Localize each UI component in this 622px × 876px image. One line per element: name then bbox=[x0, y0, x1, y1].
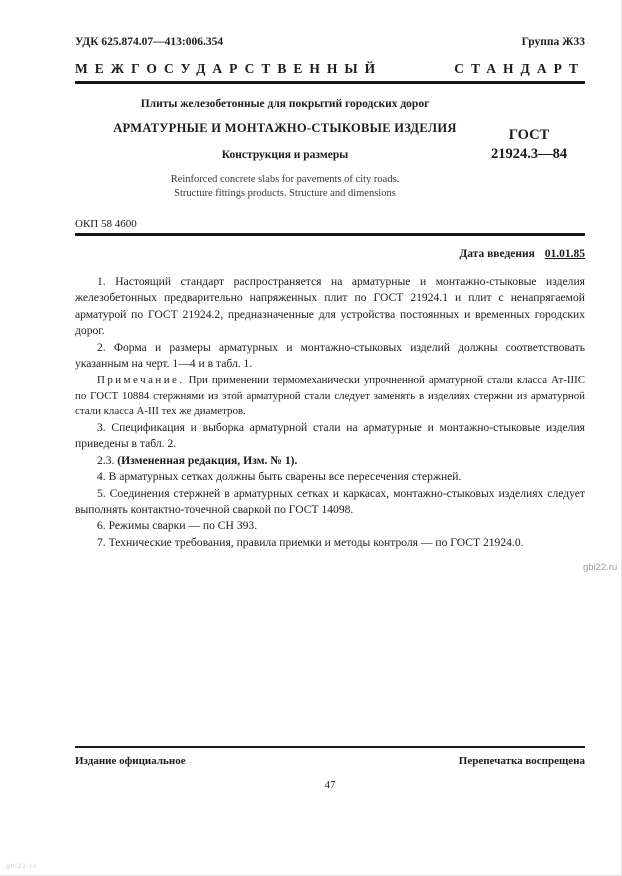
page-content bbox=[75, 0, 585, 551]
date-label: Дата введения bbox=[459, 248, 535, 260]
gost-number: 21924.3—84 bbox=[490, 146, 568, 162]
note-label: Примечание. bbox=[97, 374, 185, 387]
paragraph-2-3-number: 2.3. bbox=[97, 453, 118, 467]
title-block bbox=[75, 98, 585, 201]
paragraph-4: 4. В арматурных сетках должны быть сварены все пересечения стержней. bbox=[97, 470, 462, 484]
paragraph-1: 1. Настоящий стандарт распространяется на арматурные и монтажно-стыковые изделия железобетонных предварительно напряженных плит по ГОСТ 21924.1 и плит с ненапрягаемой арматурой по ГОСТ 21924.2, предназначенные для устройства постоянных и временных городских дорог. bbox=[75, 275, 585, 338]
okp-rule bbox=[75, 233, 585, 236]
note-paragraph bbox=[75, 373, 585, 419]
group-code: Группа Ж33 bbox=[521, 36, 585, 48]
title-english-line1: Reinforced concrete slabs for pavements of city roads. bbox=[170, 174, 400, 185]
paragraph-7: 7. Технические требования, правила приемки и методы контроля — по ГОСТ 21924.0. bbox=[97, 535, 524, 549]
okp-code: ОКП 58 4600 bbox=[75, 218, 137, 230]
note-text: При применении термомеханически упрочненной арматурной стали класса Ат-IIIС по ГОСТ 10884 стержнями из этой арматурной стали следует заменять в изделиях стержни из арматурной стали класса А-III тех же диаметров. bbox=[75, 374, 585, 417]
standard-kind-heading bbox=[75, 61, 585, 77]
edition-note: Издание официальное bbox=[75, 755, 186, 767]
site-watermark: gbi22.ru bbox=[583, 562, 618, 573]
page-footer bbox=[75, 746, 585, 791]
gost-designation bbox=[473, 126, 585, 164]
gost-label: ГОСТ bbox=[508, 127, 550, 143]
reprint-note: Перепечатка воспрещена bbox=[458, 755, 585, 767]
standard-kind-word-1: МЕЖГОСУДАРСТВЕННЫЙ bbox=[75, 61, 383, 76]
body-text bbox=[75, 274, 585, 551]
paragraph-2: 2. Форма и размеры арматурных и монтажно-стыковых изделий должны соответствовать указанным на черт. 1—4 и в табл. 1. bbox=[75, 340, 585, 371]
document-title: АРМАТУРНЫЕ И МОНТАЖНО-СТЫКОВЫЕ ИЗДЕЛИЯ bbox=[113, 121, 457, 135]
top-reference-line bbox=[75, 36, 585, 48]
title-column bbox=[75, 98, 495, 201]
footer-row bbox=[75, 755, 585, 767]
paragraph-5: 5. Соединения стержней в арматурных сетках и каркасах, монтажно-стыковых изделиях следует выполнять контактно-точечной сваркой по ГОСТ 14098. bbox=[75, 486, 585, 517]
title-english-line2: Structure fittings products. Structure and dimensions bbox=[174, 188, 396, 199]
paragraph-2-3-amendment: (Измененная редакция, Изм. № 1). bbox=[117, 453, 298, 467]
page-number: 47 bbox=[324, 779, 336, 791]
paragraph-3: 3. Спецификация и выборка арматурной стали на арматурные и монтажно-стыковые изделия приведены в табл. 2. bbox=[75, 421, 585, 451]
paragraph-6: 6. Режимы сварки — по СН 393. bbox=[97, 519, 258, 533]
introduction-date-line bbox=[75, 248, 585, 260]
date-value: 01.01.85 bbox=[544, 248, 585, 260]
corner-watermark: gbi22.ru bbox=[6, 863, 38, 870]
paragraph-2-3 bbox=[75, 453, 585, 469]
standard-kind-word-2: СТАНДАРТ bbox=[454, 61, 585, 76]
udk-code: УДК 625.874.07—413:006.354 bbox=[75, 36, 224, 48]
header-rule bbox=[75, 81, 585, 84]
footer-rule bbox=[75, 746, 585, 748]
title-english bbox=[75, 173, 495, 201]
document-subtitle: Конструкция и размеры bbox=[221, 149, 349, 161]
document-subject: Плиты железобетонные для покрытий городских дорог bbox=[140, 98, 430, 110]
